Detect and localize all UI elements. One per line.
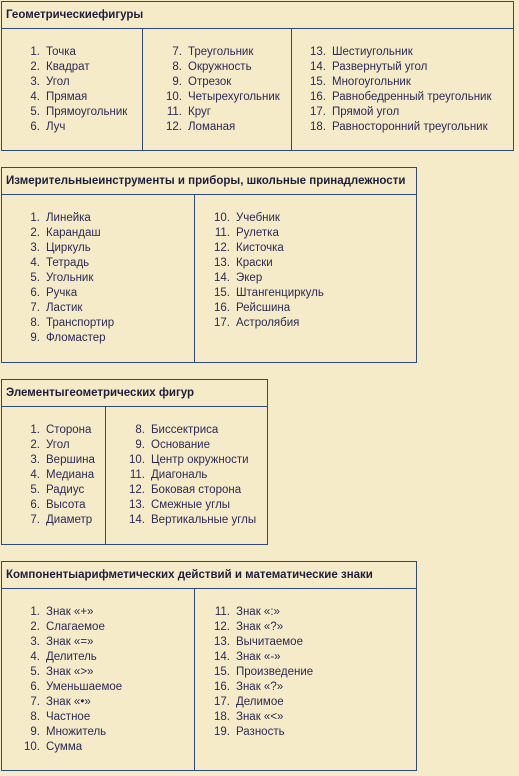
- item-text: Центр окружности: [151, 454, 249, 466]
- list-item: [2, 90, 142, 105]
- item-number: 1.: [30, 606, 40, 618]
- list-item: [2, 680, 194, 695]
- list-item: [292, 75, 513, 90]
- list-item: [195, 725, 416, 740]
- list-item: [106, 423, 267, 438]
- item-number: 5.: [30, 666, 40, 678]
- item-number: 13.: [214, 636, 230, 648]
- item-text: Знак «?»: [236, 621, 284, 633]
- table-title: Компонентыарифметических действий и математические знаки: [2, 562, 416, 589]
- item-text: Астролябия: [236, 317, 300, 329]
- list-item: [195, 710, 416, 725]
- list-item: [2, 301, 194, 316]
- list-column: [194, 195, 416, 362]
- list-item: [2, 513, 105, 528]
- item-number: 9.: [30, 726, 40, 738]
- list-item: [195, 695, 416, 710]
- item-text: Боковая сторона: [151, 484, 242, 496]
- item-number: 10.: [166, 91, 182, 103]
- list-item: [2, 438, 105, 453]
- list-item: [195, 241, 416, 256]
- list-item: [2, 120, 142, 135]
- item-number: 18.: [214, 711, 230, 723]
- item-number: 13.: [310, 46, 326, 58]
- item-number: 2.: [30, 621, 40, 633]
- list-column: [2, 407, 105, 544]
- item-number: 11.: [166, 106, 182, 118]
- item-number: 16.: [214, 302, 230, 314]
- list-item: [106, 483, 267, 498]
- item-number: 8.: [30, 711, 40, 723]
- list-column: [194, 589, 416, 770]
- item-text: Медиана: [46, 469, 95, 481]
- list-item: [292, 105, 513, 120]
- list-item: [195, 620, 416, 635]
- item-number: 12.: [129, 484, 145, 496]
- item-number: 13.: [129, 499, 145, 511]
- item-number: 2.: [30, 61, 40, 73]
- item-text: Высота: [46, 499, 86, 511]
- item-number: 10.: [214, 212, 230, 224]
- item-text: Луч: [46, 121, 66, 133]
- list-item: [106, 498, 267, 513]
- list-item: [195, 605, 416, 620]
- item-number: 12.: [166, 121, 182, 133]
- list-item: [195, 211, 416, 226]
- item-number: 18.: [310, 121, 326, 133]
- item-number: 12.: [214, 242, 230, 254]
- item-number: 1.: [30, 212, 40, 224]
- item-number: 3.: [30, 636, 40, 648]
- item-text: Знак «:»: [236, 606, 280, 618]
- list-column: [142, 29, 291, 150]
- item-text: Знак «?»: [236, 681, 284, 693]
- item-number: 7.: [30, 696, 40, 708]
- item-text: Рулетка: [236, 227, 279, 239]
- list-item: [143, 90, 291, 105]
- list-item: [195, 635, 416, 650]
- list-column: [2, 29, 142, 150]
- item-number: 9.: [172, 76, 182, 88]
- item-number: 10.: [24, 741, 40, 753]
- list-column: [105, 407, 267, 544]
- item-number: 14.: [129, 514, 145, 526]
- list-column: [2, 195, 194, 362]
- item-number: 6.: [30, 681, 40, 693]
- item-text: Сумма: [46, 741, 83, 753]
- item-number: 5.: [30, 272, 40, 284]
- list-item: [2, 740, 194, 755]
- item-number: 12.: [214, 621, 230, 633]
- item-text: Знак «<»: [236, 711, 284, 723]
- item-text: Четырехугольник: [188, 91, 280, 103]
- table-title: Геометрическиефигуры: [2, 2, 513, 29]
- item-number: 14.: [214, 272, 230, 284]
- item-text: Угол: [46, 76, 70, 88]
- list-item: [195, 256, 416, 271]
- item-text: Знак «•»: [46, 696, 91, 708]
- item-text: Окружность: [188, 61, 252, 73]
- list-item: [195, 650, 416, 665]
- item-text: Угол: [46, 439, 70, 451]
- item-text: Знак «=»: [46, 636, 94, 648]
- item-number: 5.: [30, 484, 40, 496]
- item-number: 7.: [172, 46, 182, 58]
- item-number: 14.: [310, 61, 326, 73]
- item-text: Радиус: [46, 484, 85, 496]
- item-number: 2.: [30, 439, 40, 451]
- item-text: Циркуль: [46, 242, 91, 254]
- item-text: Делитель: [46, 651, 97, 663]
- list-item: [143, 120, 291, 135]
- item-number: 1.: [30, 424, 40, 436]
- list-column: [2, 589, 194, 770]
- item-number: 7.: [30, 514, 40, 526]
- list-item: [195, 301, 416, 316]
- list-item: [2, 423, 105, 438]
- list-item: [2, 665, 194, 680]
- item-text: Квадрат: [46, 61, 90, 73]
- item-number: 6.: [30, 287, 40, 299]
- item-number: 2.: [30, 227, 40, 239]
- item-text: Штангенциркуль: [236, 287, 324, 299]
- item-number: 17.: [214, 696, 230, 708]
- item-number: 11.: [214, 227, 230, 239]
- item-number: 4.: [30, 651, 40, 663]
- geometric-figures-table: [1, 1, 514, 151]
- item-text: Ручка: [46, 287, 78, 299]
- list-item: [195, 271, 416, 286]
- item-text: Круг: [188, 106, 211, 118]
- item-text: Знак «>»: [46, 666, 94, 678]
- item-number: 4.: [30, 257, 40, 269]
- item-number: 9.: [30, 332, 40, 344]
- list-item: [2, 271, 194, 286]
- list-item: [2, 226, 194, 241]
- list-item: [195, 680, 416, 695]
- list-item: [2, 468, 105, 483]
- item-number: 16.: [214, 681, 230, 693]
- list-item: [195, 286, 416, 301]
- list-column: [291, 29, 513, 150]
- list-item: [143, 105, 291, 120]
- item-text: Прямой угол: [332, 106, 400, 118]
- item-number: 13.: [214, 257, 230, 269]
- item-text: Знак «-»: [236, 651, 281, 663]
- item-text: Ластик: [46, 302, 83, 314]
- item-number: 6.: [30, 121, 40, 133]
- item-text: Учебник: [236, 212, 280, 224]
- item-text: Отрезок: [188, 76, 232, 88]
- list-item: [2, 483, 105, 498]
- item-text: Равносторонний треугольник: [332, 121, 488, 133]
- item-number: 11.: [214, 606, 230, 618]
- item-text: Равнобедренный треугольник: [332, 91, 492, 103]
- item-text: Вершина: [46, 454, 95, 466]
- item-number: 5.: [30, 106, 40, 118]
- item-text: Множитель: [46, 726, 107, 738]
- list-item: [2, 453, 105, 468]
- item-text: Точка: [46, 46, 76, 58]
- list-item: [2, 650, 194, 665]
- list-item: [2, 710, 194, 725]
- item-number: 10.: [129, 454, 145, 466]
- item-text: Тетрадь: [46, 257, 90, 269]
- item-text: Развернутый угол: [332, 61, 428, 73]
- list-item: [292, 45, 513, 60]
- arithmetic-signs-table: [1, 561, 417, 771]
- item-text: Линейка: [46, 212, 91, 224]
- list-item: [2, 256, 194, 271]
- list-item: [2, 211, 194, 226]
- list-item: [2, 331, 194, 346]
- item-number: 3.: [30, 454, 40, 466]
- item-number: 3.: [30, 76, 40, 88]
- item-text: Прямая: [46, 91, 88, 103]
- item-number: 14.: [214, 651, 230, 663]
- item-text: Диаметр: [46, 514, 93, 526]
- item-text: Треугольник: [188, 46, 254, 58]
- list-item: [195, 665, 416, 680]
- item-text: Шестиугольник: [332, 46, 413, 58]
- list-item: [2, 105, 142, 120]
- item-number: 17.: [310, 106, 326, 118]
- item-text: Фломастер: [46, 332, 106, 344]
- list-item: [195, 316, 416, 331]
- item-number: 15.: [214, 666, 230, 678]
- item-text: Произведение: [236, 666, 314, 678]
- list-item: [106, 468, 267, 483]
- figure-elements-table: [1, 379, 268, 545]
- item-text: Биссектриса: [151, 424, 219, 436]
- list-item: [2, 620, 194, 635]
- list-item: [195, 226, 416, 241]
- item-text: Уменьшаемое: [46, 681, 123, 693]
- item-text: Экер: [236, 272, 263, 284]
- list-item: [2, 316, 194, 331]
- list-item: [292, 120, 513, 135]
- item-text: Вычитаемое: [236, 636, 303, 648]
- item-number: 7.: [30, 302, 40, 314]
- item-text: Транспортир: [46, 317, 115, 329]
- list-item: [2, 635, 194, 650]
- item-text: Основание: [151, 439, 210, 451]
- list-item: [2, 286, 194, 301]
- list-item: [2, 60, 142, 75]
- item-text: Диагональ: [151, 469, 208, 481]
- list-item: [106, 453, 267, 468]
- list-item: [106, 438, 267, 453]
- item-text: Слагаемое: [46, 621, 105, 633]
- item-number: 1.: [30, 46, 40, 58]
- item-number: 8.: [30, 317, 40, 329]
- list-item: [143, 60, 291, 75]
- list-item: [2, 75, 142, 90]
- measuring-instruments-table: [1, 167, 417, 363]
- list-item: [106, 513, 267, 528]
- list-item: [143, 75, 291, 90]
- item-text: Краски: [236, 257, 273, 269]
- item-text: Рейсшина: [236, 302, 291, 314]
- item-number: 17.: [214, 317, 230, 329]
- item-text: Ломаная: [188, 121, 236, 133]
- table-title: Измерительныеинструменты и приборы, школьные принадлежности: [2, 168, 416, 195]
- item-number: 9.: [135, 439, 145, 451]
- list-item: [2, 725, 194, 740]
- item-text: Вертикальные углы: [151, 514, 257, 526]
- item-number: 8.: [135, 424, 145, 436]
- item-number: 19.: [214, 726, 230, 738]
- item-number: 4.: [30, 469, 40, 481]
- item-text: Разность: [236, 726, 285, 738]
- item-text: Знак «+»: [46, 606, 94, 618]
- item-text: Угольник: [46, 272, 94, 284]
- item-number: 15.: [214, 287, 230, 299]
- item-text: Делимое: [236, 696, 284, 708]
- item-number: 15.: [310, 76, 326, 88]
- list-item: [2, 605, 194, 620]
- table-title: Элементыгеометрических фигур: [2, 380, 267, 407]
- item-text: Многоугольник: [332, 76, 411, 88]
- item-number: 8.: [172, 61, 182, 73]
- item-text: Карандаш: [46, 227, 101, 239]
- item-text: Смежные углы: [151, 499, 231, 511]
- item-text: Сторона: [46, 424, 92, 436]
- list-item: [292, 60, 513, 75]
- item-number: 11.: [129, 469, 145, 481]
- item-number: 3.: [30, 242, 40, 254]
- item-number: 16.: [310, 91, 326, 103]
- item-text: Кисточка: [236, 242, 284, 254]
- list-item: [292, 90, 513, 105]
- item-text: Частное: [46, 711, 91, 723]
- list-item: [2, 241, 194, 256]
- list-item: [2, 695, 194, 710]
- list-item: [143, 45, 291, 60]
- item-number: 4.: [30, 91, 40, 103]
- item-text: Прямоугольник: [46, 106, 128, 118]
- list-item: [2, 498, 105, 513]
- item-number: 6.: [30, 499, 40, 511]
- list-item: [2, 45, 142, 60]
